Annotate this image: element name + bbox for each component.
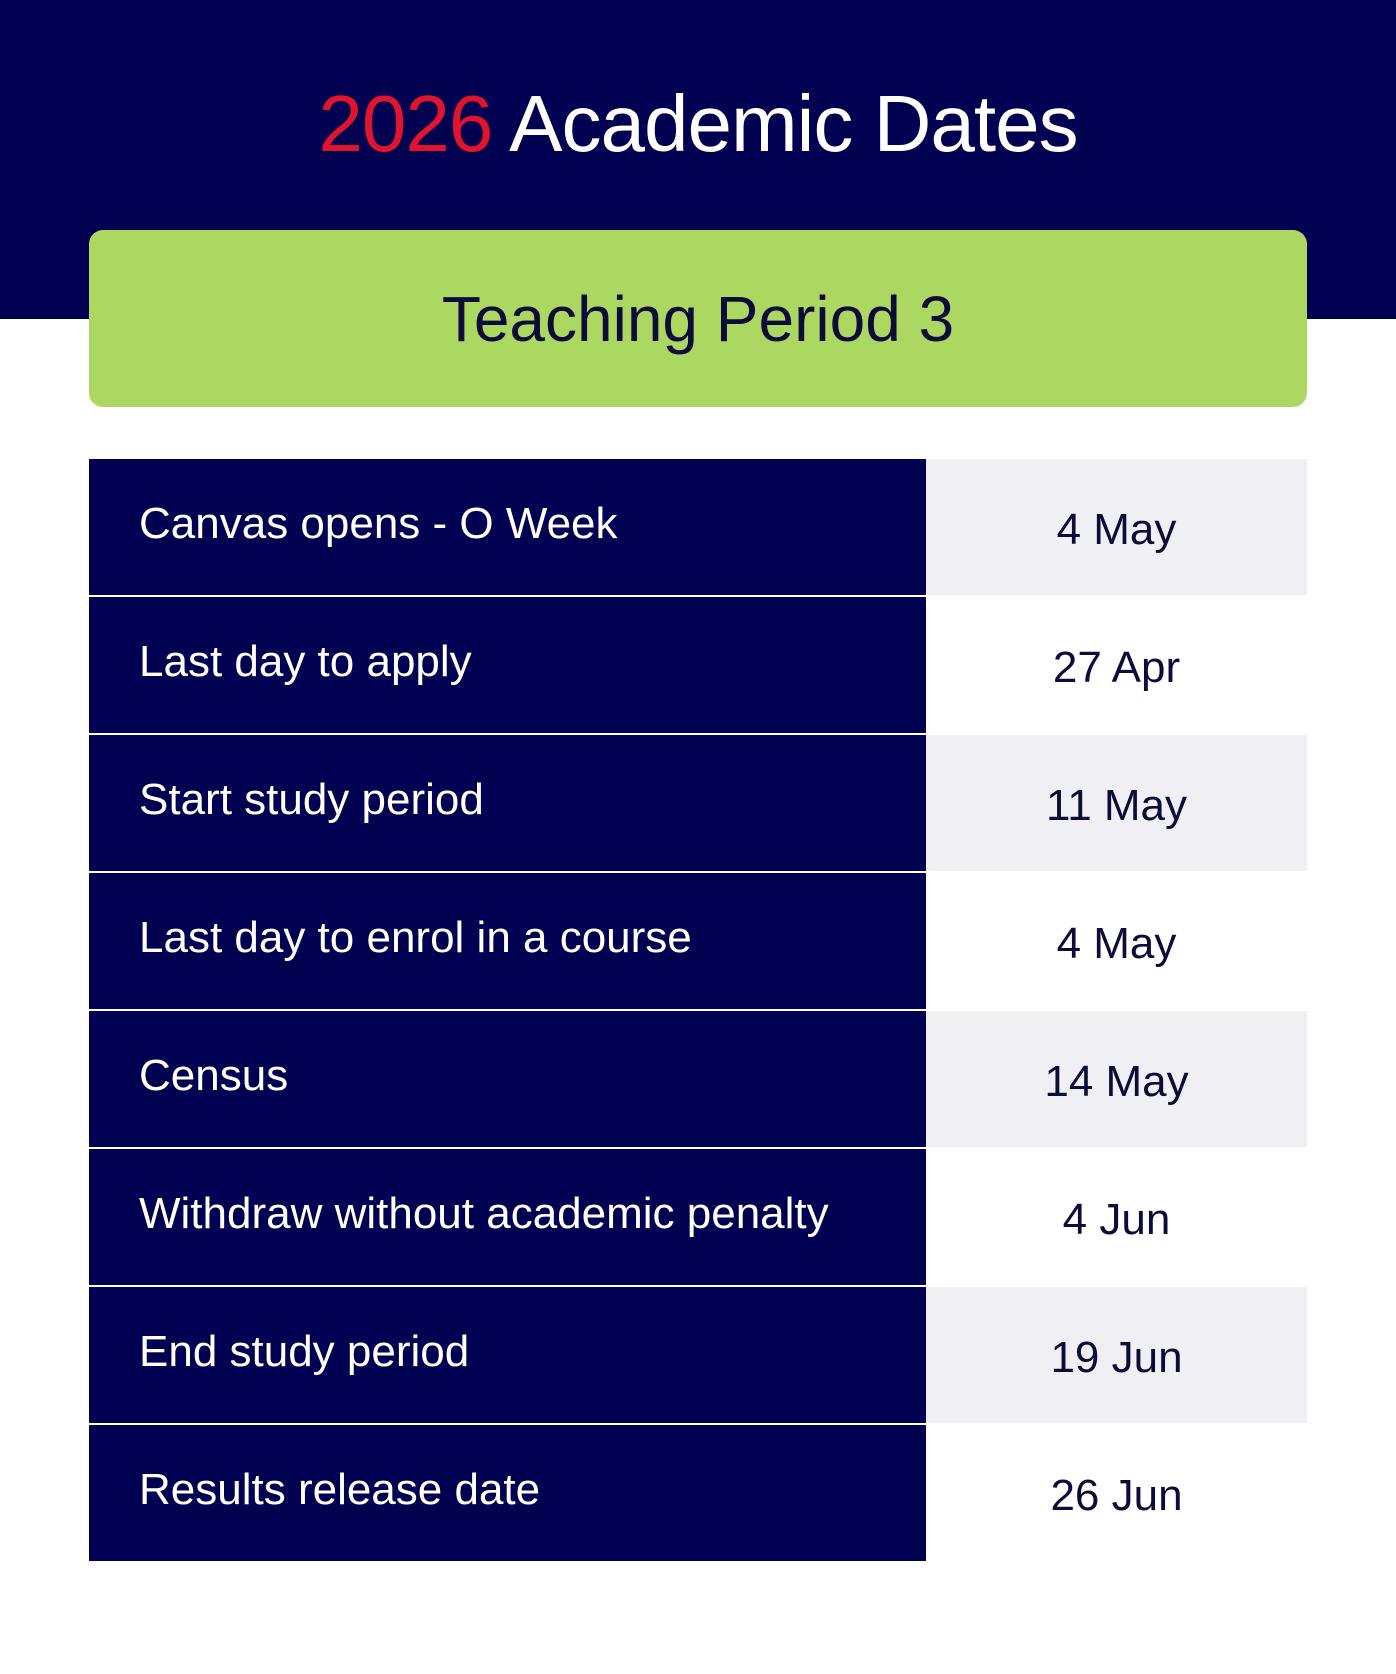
- row-label: Last day to apply: [89, 597, 926, 733]
- table-row: [89, 735, 1307, 873]
- row-label: Results release date: [89, 1425, 926, 1561]
- table-row: [89, 1011, 1307, 1149]
- table-row: [89, 1149, 1307, 1287]
- row-date: 11 May: [926, 735, 1307, 871]
- teaching-period-label: Teaching Period 3: [441, 282, 955, 355]
- row-date: 14 May: [926, 1011, 1307, 1147]
- table-row: [89, 459, 1307, 597]
- table-row: [89, 1287, 1307, 1425]
- row-date: 4 May: [926, 873, 1307, 1009]
- row-label: Census: [89, 1011, 926, 1147]
- teaching-period-banner: [89, 230, 1307, 407]
- row-date: 19 Jun: [926, 1287, 1307, 1423]
- table-row: [89, 873, 1307, 1011]
- row-label: Start study period: [89, 735, 926, 871]
- title-text: Academic Dates: [509, 79, 1078, 168]
- row-label: Last day to enrol in a course: [89, 873, 926, 1009]
- row-date: 26 Jun: [926, 1425, 1307, 1561]
- dates-table: [89, 459, 1307, 1561]
- row-date: 27 Apr: [926, 597, 1307, 733]
- row-date: 4 May: [926, 459, 1307, 595]
- row-label: Withdraw without academic penalty: [89, 1149, 926, 1285]
- row-date: 4 Jun: [926, 1149, 1307, 1285]
- table-row: [89, 597, 1307, 735]
- row-label: Canvas opens - O Week: [89, 459, 926, 595]
- page-title: [0, 76, 1396, 172]
- row-label: End study period: [89, 1287, 926, 1423]
- title-year: 2026: [318, 79, 493, 168]
- table-row: [89, 1425, 1307, 1561]
